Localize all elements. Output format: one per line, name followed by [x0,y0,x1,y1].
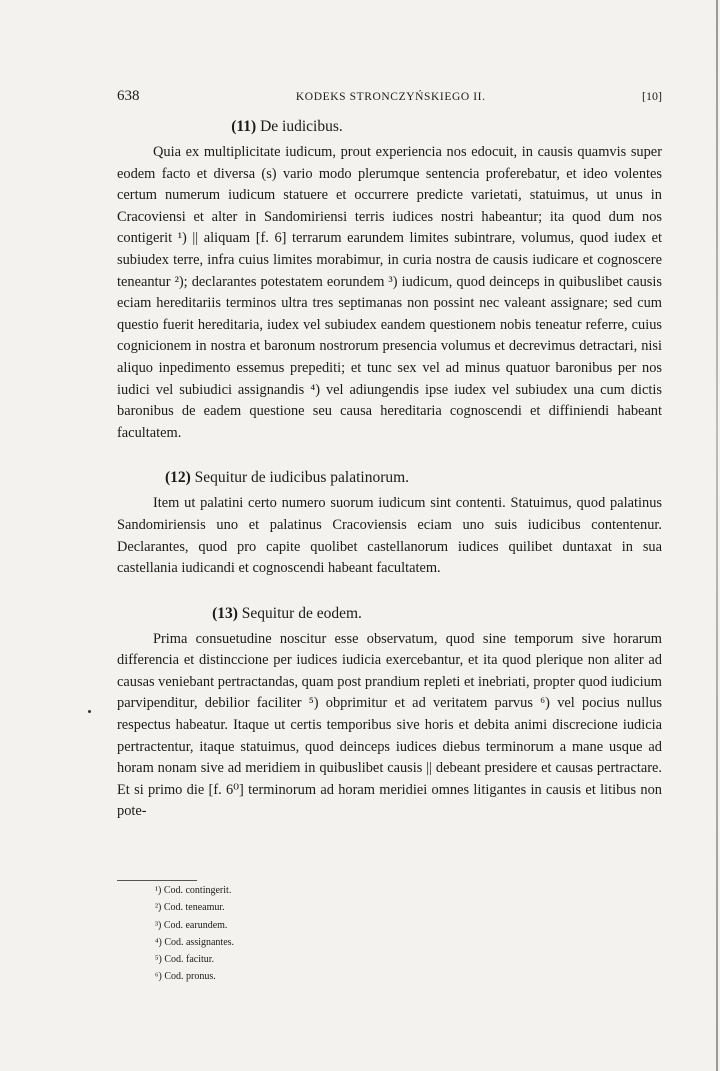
footnote: ⁴) Cod. assignantes. [155,936,235,948]
section-text-12: Item ut palatini certo numero suorum iudicum sint contenti. Statuimus, quod palatinus Sandomiriensis uno et palatinus Cracoviensis eciam uno suis iudicibus contentenur. Declarantes, quod pro capite quolibet castellanorum iudices quilibet duntaxat in sua castellania iudicandi et cognoscendi habeant facultatem. [117,495,662,577]
section-heading-13: (13) Sequitur de eodem. [212,604,362,622]
footnote-rule [117,880,197,881]
section-text-13: Prima consuetudine noscitur esse observatum, quod sine temporum sive horarum differencia et distinccione per iudices iudicia exercebantur, et ita quod plerique non aliter ad causas veniebant pertractandas, quam post prandium repleti et inebriati, propter quod iudicium parvipenditur, debilior faciliter ⁵) obprimitur et ad veritatem parvus ⁶) vel pocius nullus respectus habeatur. Itaque ut certis temporibus sive horis et debita animi discrecione iudicia pertractentur, itaque statuimus, quod deinceps iudices diebus terminorum a mane usque ad horam nonam sive ad meridiem in quibuslibet causis || debeant presidere et causas pertractare. Et si primo die [f. 6⁰] terminorum ad horam meridiei omnes litigantes in causis et litibus non pote- [117,630,662,820]
footnote: ⁶) Cod. pronus. [155,971,216,983]
footnote: ²) Cod. teneamur. [155,902,225,914]
footnote: ¹) Cod. contingerit. [155,885,232,896]
section-marker: [10] [641,89,662,103]
margin-mark [88,710,91,713]
page-number: 638 [117,88,140,104]
footnote: ³) Cod. earundem. [155,919,228,931]
section-heading-11: (11) De iudicibus. [231,118,343,135]
footnote: ⁵) Cod. facitur. [155,954,215,966]
running-title: KODEKS STRONCZYŃSKIEGO II. [295,91,486,103]
section-text-11: Quia ex multiplicitate iudicum, prout experiencia nos edocuit, in causis quamvis super eodem facto et diversa (s) vario modo plerumque sentencia proferebatur, et ideo volentes certum numerum iudicum statuere et occurrere predicte varietati, statuimus, ut unus in Cracoviensi et alter in Sandomiriensi terris iudices nostri habeantur; ita quod dum nos contigerit ¹) || aliquam [f. 6] terrarum earundem limites subintrare, volumus, quod iudex et subiudex terre, infra cuius limites morabimur, in curia nostra de causis iudicare et cognoscere teneantur ²); declarantes potestatem eorundem ³) iudicum, quod deinceps in quibuslibet causis eciam hereditariis terminos ultra tres septimanas non possint nec valeant assignare; sed cum questio fuerit hereditaria, iudex vel subiudex eandem questionem nobis teneatur referre, cuius cognicionem in nostra et baronum nostrorum presencia volumus et decrevimus detractari, nisi aliquo inpedimento essemus prepediti; et tunc sex vel ad minus quatuor baronibus per nos iudici vel subiudici assignandis ⁴) vel adiungendis ipse iudex vel subiudex una cum dictis baronibus de eadem questione seu causa hereditaria cognoscendi et diffiniendi habeant facultatem. [117,144,662,441]
section-heading-12: (12) Sequitur de iudicibus palatinorum. [164,469,410,487]
page-edge-rule [716,0,718,1071]
footnotes [155,882,234,986]
running-head [117,88,662,110]
document-page [117,88,662,823]
